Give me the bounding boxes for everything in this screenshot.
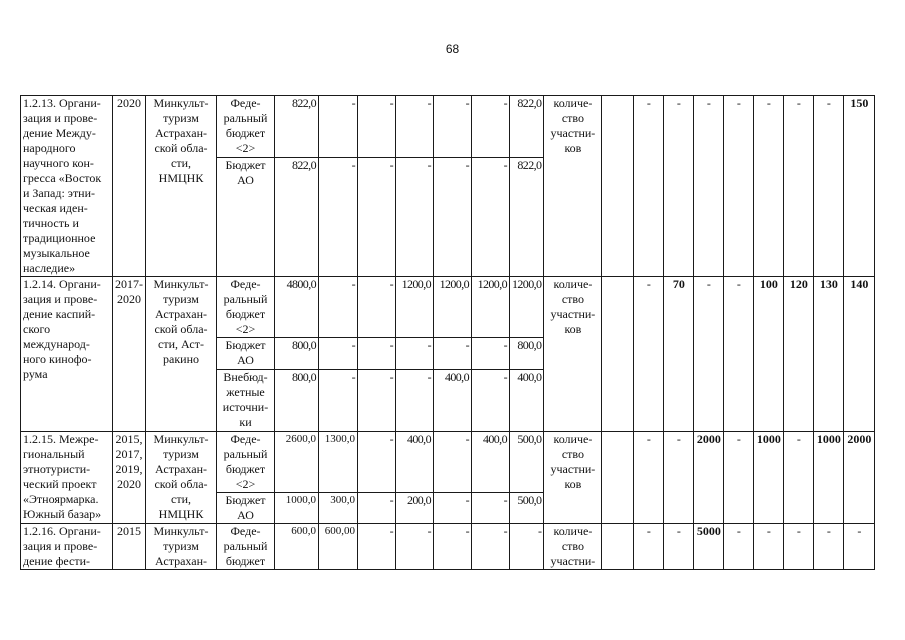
funding-source: Феде- ральный бюджет <2> (217, 96, 275, 158)
funding-amount: 400,0 (510, 370, 544, 432)
funding-amount: 500,0 (510, 432, 544, 493)
indicator-base-value (602, 96, 634, 277)
funding-amount: 600,0 (275, 524, 319, 570)
indicator-year-value: 2000 (844, 432, 875, 524)
program-table (20, 95, 875, 570)
indicator-name: количе- ство участни- ков (544, 432, 602, 524)
funding-amount: 1200,0 (396, 277, 434, 338)
indicator-year-value: - (784, 96, 814, 277)
funding-amount: 300,0 (319, 493, 358, 524)
funding-amount: 400,0 (434, 370, 472, 432)
funding-amount: - (472, 96, 510, 158)
indicator-year-value: - (694, 96, 724, 277)
indicator-year-value: 70 (664, 277, 694, 432)
indicator-year-value: - (814, 96, 844, 277)
measure-executor: Минкульт- туризм Астрахан- ской обла- сти, Аст- ракино (146, 277, 217, 432)
funding-amount: - (358, 338, 396, 370)
funding-amount: 822,0 (510, 96, 544, 158)
funding-amount: - (434, 157, 472, 276)
indicator-year-value: - (664, 96, 694, 277)
funding-amount: 800,0 (275, 370, 319, 432)
funding-amount: - (358, 157, 396, 276)
funding-amount: - (472, 157, 510, 276)
indicator-year-value: - (754, 524, 784, 570)
indicator-year-value: 150 (844, 96, 875, 277)
funding-amount: 4800,0 (275, 277, 319, 338)
funding-amount: 800,0 (510, 338, 544, 370)
indicator-name: количе- ство участни- ков (544, 277, 602, 432)
funding-amount: - (358, 96, 396, 158)
measure-name: 1.2.16. Органи- зация и прове- дение фести- (21, 524, 113, 570)
indicator-name: количе- ство участни- (544, 524, 602, 570)
funding-amount: - (319, 157, 358, 276)
measure-year: 2017- 2020 (113, 277, 146, 432)
indicator-year-value: 120 (784, 277, 814, 432)
indicator-year-value: - (814, 524, 844, 570)
funding-amount: 400,0 (396, 432, 434, 493)
indicator-base-value (602, 432, 634, 524)
funding-amount: 1200,0 (510, 277, 544, 338)
measure-name: 1.2.14. Органи- зация и прове- дение каспий- ского международ- ного кинофо- рума (21, 277, 113, 432)
indicator-year-value: - (664, 524, 694, 570)
funding-source: Феде- ральный бюджет <2> (217, 277, 275, 338)
funding-source: Бюджет АО (217, 493, 275, 524)
indicator-year-value: 1000 (814, 432, 844, 524)
funding-amount: - (358, 493, 396, 524)
table-row (21, 96, 875, 158)
funding-amount: 500,0 (510, 493, 544, 524)
funding-amount: - (396, 338, 434, 370)
funding-amount: - (396, 157, 434, 276)
funding-amount: 600,00 (319, 524, 358, 570)
indicator-year-value: - (724, 524, 754, 570)
indicator-year-value: - (664, 432, 694, 524)
funding-amount: 1000,0 (275, 493, 319, 524)
funding-source: Феде- ральный бюджет <2> (217, 432, 275, 493)
indicator-year-value: 5000 (694, 524, 724, 570)
funding-amount: - (358, 277, 396, 338)
indicator-base-value (602, 524, 634, 570)
indicator-year-value: - (784, 432, 814, 524)
funding-amount: - (319, 277, 358, 338)
funding-amount: - (434, 432, 472, 493)
measure-name: 1.2.15. Межре- гиональный этнотуристи- ческий проект «Этноярмарка. Южный базар» (21, 432, 113, 524)
measure-year: 2020 (113, 96, 146, 277)
funding-amount: 800,0 (275, 338, 319, 370)
funding-amount: - (396, 96, 434, 158)
funding-amount: - (358, 370, 396, 432)
indicator-year-value: 140 (844, 277, 875, 432)
funding-amount: 822,0 (275, 157, 319, 276)
table-row (21, 277, 875, 338)
funding-amount: 200,0 (396, 493, 434, 524)
funding-source: Бюджет АО (217, 338, 275, 370)
funding-amount: - (434, 524, 472, 570)
measure-year: 2015 (113, 524, 146, 570)
funding-amount: - (510, 524, 544, 570)
measure-year: 2015, 2017, 2019, 2020 (113, 432, 146, 524)
indicator-year-value: - (724, 96, 754, 277)
funding-amount: - (319, 96, 358, 158)
funding-source: Феде- ральный бюджет (217, 524, 275, 570)
indicator-year-value: - (634, 524, 664, 570)
indicator-year-value: 130 (814, 277, 844, 432)
funding-amount: 400,0 (472, 432, 510, 493)
indicator-year-value: - (724, 277, 754, 432)
indicator-year-value: - (634, 96, 664, 277)
indicator-year-value: - (754, 96, 784, 277)
indicator-year-value: - (724, 432, 754, 524)
page-number: 68 (445, 42, 460, 56)
measure-executor: Минкульт- туризм Астрахан- ской обла- сти, НМЦНК (146, 96, 217, 277)
indicator-year-value: 2000 (694, 432, 724, 524)
funding-amount: - (472, 493, 510, 524)
indicator-year-value: 100 (754, 277, 784, 432)
funding-amount: 1200,0 (472, 277, 510, 338)
funding-amount: 1300,0 (319, 432, 358, 493)
funding-amount: - (472, 524, 510, 570)
indicator-year-value: - (634, 277, 664, 432)
indicator-year-value: - (694, 277, 724, 432)
funding-amount: - (358, 432, 396, 493)
indicator-year-value: - (634, 432, 664, 524)
funding-amount: - (472, 370, 510, 432)
indicator-year-value: 1000 (754, 432, 784, 524)
indicator-name: количе- ство участни- ков (544, 96, 602, 277)
measure-executor: Минкульт- туризм Астрахан- (146, 524, 217, 570)
funding-amount: - (358, 524, 396, 570)
indicator-year-value: - (844, 524, 875, 570)
indicator-base-value (602, 277, 634, 432)
funding-amount: - (434, 338, 472, 370)
funding-amount: - (434, 493, 472, 524)
funding-source: Бюджет АО (217, 157, 275, 276)
table-row (21, 524, 875, 570)
indicator-year-value: - (784, 524, 814, 570)
measure-name: 1.2.13. Органи- зация и прове- дение Между- народного научного кон- гресса «Восток и Запад: этни- ческая иден- тичность и традиционное музыкальное наследие» (21, 96, 113, 277)
funding-amount: - (396, 370, 434, 432)
funding-amount: - (319, 370, 358, 432)
funding-amount: - (319, 338, 358, 370)
funding-amount: 822,0 (510, 157, 544, 276)
funding-amount: 822,0 (275, 96, 319, 158)
funding-amount: - (472, 338, 510, 370)
funding-amount: - (396, 524, 434, 570)
funding-source: Внебюд- жетные источни- ки (217, 370, 275, 432)
table-row (21, 432, 875, 493)
funding-amount: 1200,0 (434, 277, 472, 338)
funding-amount: 2600,0 (275, 432, 319, 493)
funding-amount: - (434, 96, 472, 158)
measure-executor: Минкульт- туризм Астрахан- ской обла- сти, НМЦНК (146, 432, 217, 524)
